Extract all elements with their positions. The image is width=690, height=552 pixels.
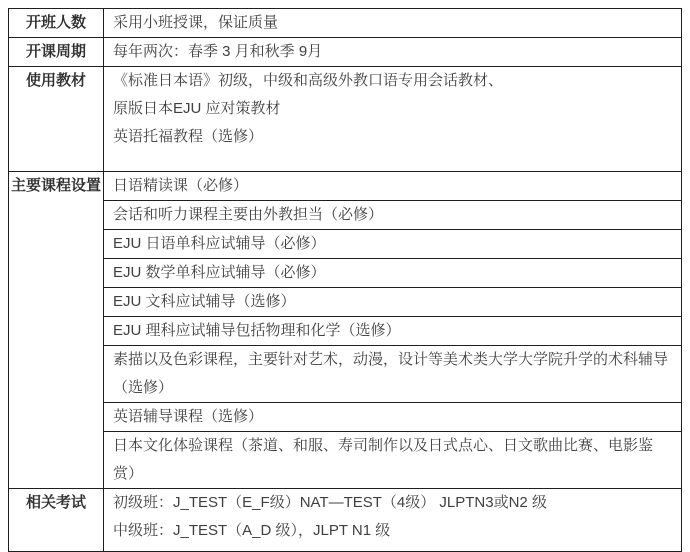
row-label-related-exams: 相关考试 bbox=[9, 489, 104, 552]
table-row bbox=[9, 259, 682, 288]
text-line: 初级班：J_TEST（E_F级）NAT—TEST（4级） JLPTN3或N2 级 bbox=[113, 494, 547, 511]
table-row bbox=[9, 230, 682, 259]
row-content-class-size: 采用小班授课，保证质量 bbox=[104, 9, 682, 38]
course-item: EJU 理科应试辅导包括物理和化学（选修） bbox=[104, 317, 682, 346]
table-row bbox=[9, 317, 682, 346]
row-label-main-courses: 主要课程设置 bbox=[9, 172, 104, 489]
table-row bbox=[9, 288, 682, 317]
row-content-related-exams bbox=[104, 489, 682, 552]
course-item: EJU 日语单科应试辅导（必修） bbox=[104, 230, 682, 259]
row-label-schedule: 开课周期 bbox=[9, 38, 104, 67]
course-item: 会话和听力课程主要由外教担当（必修） bbox=[104, 201, 682, 230]
table-row bbox=[9, 489, 682, 552]
row-label-materials: 使用教材 bbox=[9, 67, 104, 172]
table-row bbox=[9, 38, 682, 67]
table-row bbox=[9, 9, 682, 38]
course-item: 英语辅导课程（选修） bbox=[104, 403, 682, 432]
course-item: 日本文化体验课程（茶道、和服、寿司制作以及日式点心、日文歌曲比赛、电影鉴赏） bbox=[104, 432, 682, 489]
table-row bbox=[9, 201, 682, 230]
table-row bbox=[9, 172, 682, 201]
course-item: 素描以及色彩课程，主要针对艺术，动漫，设计等美术类大学大学院升学的术科辅导（选修） bbox=[104, 346, 682, 403]
text-line: 中级班：J_TEST（A_D 级），JLPT N1 级 bbox=[113, 522, 391, 539]
row-content-materials bbox=[104, 67, 682, 172]
table-row bbox=[9, 67, 682, 172]
course-info-table bbox=[8, 8, 682, 552]
text-line: 《标准日本语》初级，中级和高级外教口语专用会话教材、 bbox=[113, 72, 504, 89]
text-line: 原版日本EJU 应对策教材 bbox=[113, 100, 281, 117]
course-item: EJU 数学单科应试辅导（必修） bbox=[104, 259, 682, 288]
row-label-class-size: 开班人数 bbox=[9, 9, 104, 38]
table-row bbox=[9, 432, 682, 489]
course-item: 日语精读课（必修） bbox=[104, 172, 682, 201]
course-item: EJU 文科应试辅导（选修） bbox=[104, 288, 682, 317]
text-line: 英语托福教程（选修） bbox=[113, 128, 264, 145]
table-row bbox=[9, 403, 682, 432]
row-content-schedule: 每年两次：春季 3 月和秋季 9月 bbox=[104, 38, 682, 67]
table-row bbox=[9, 346, 682, 403]
